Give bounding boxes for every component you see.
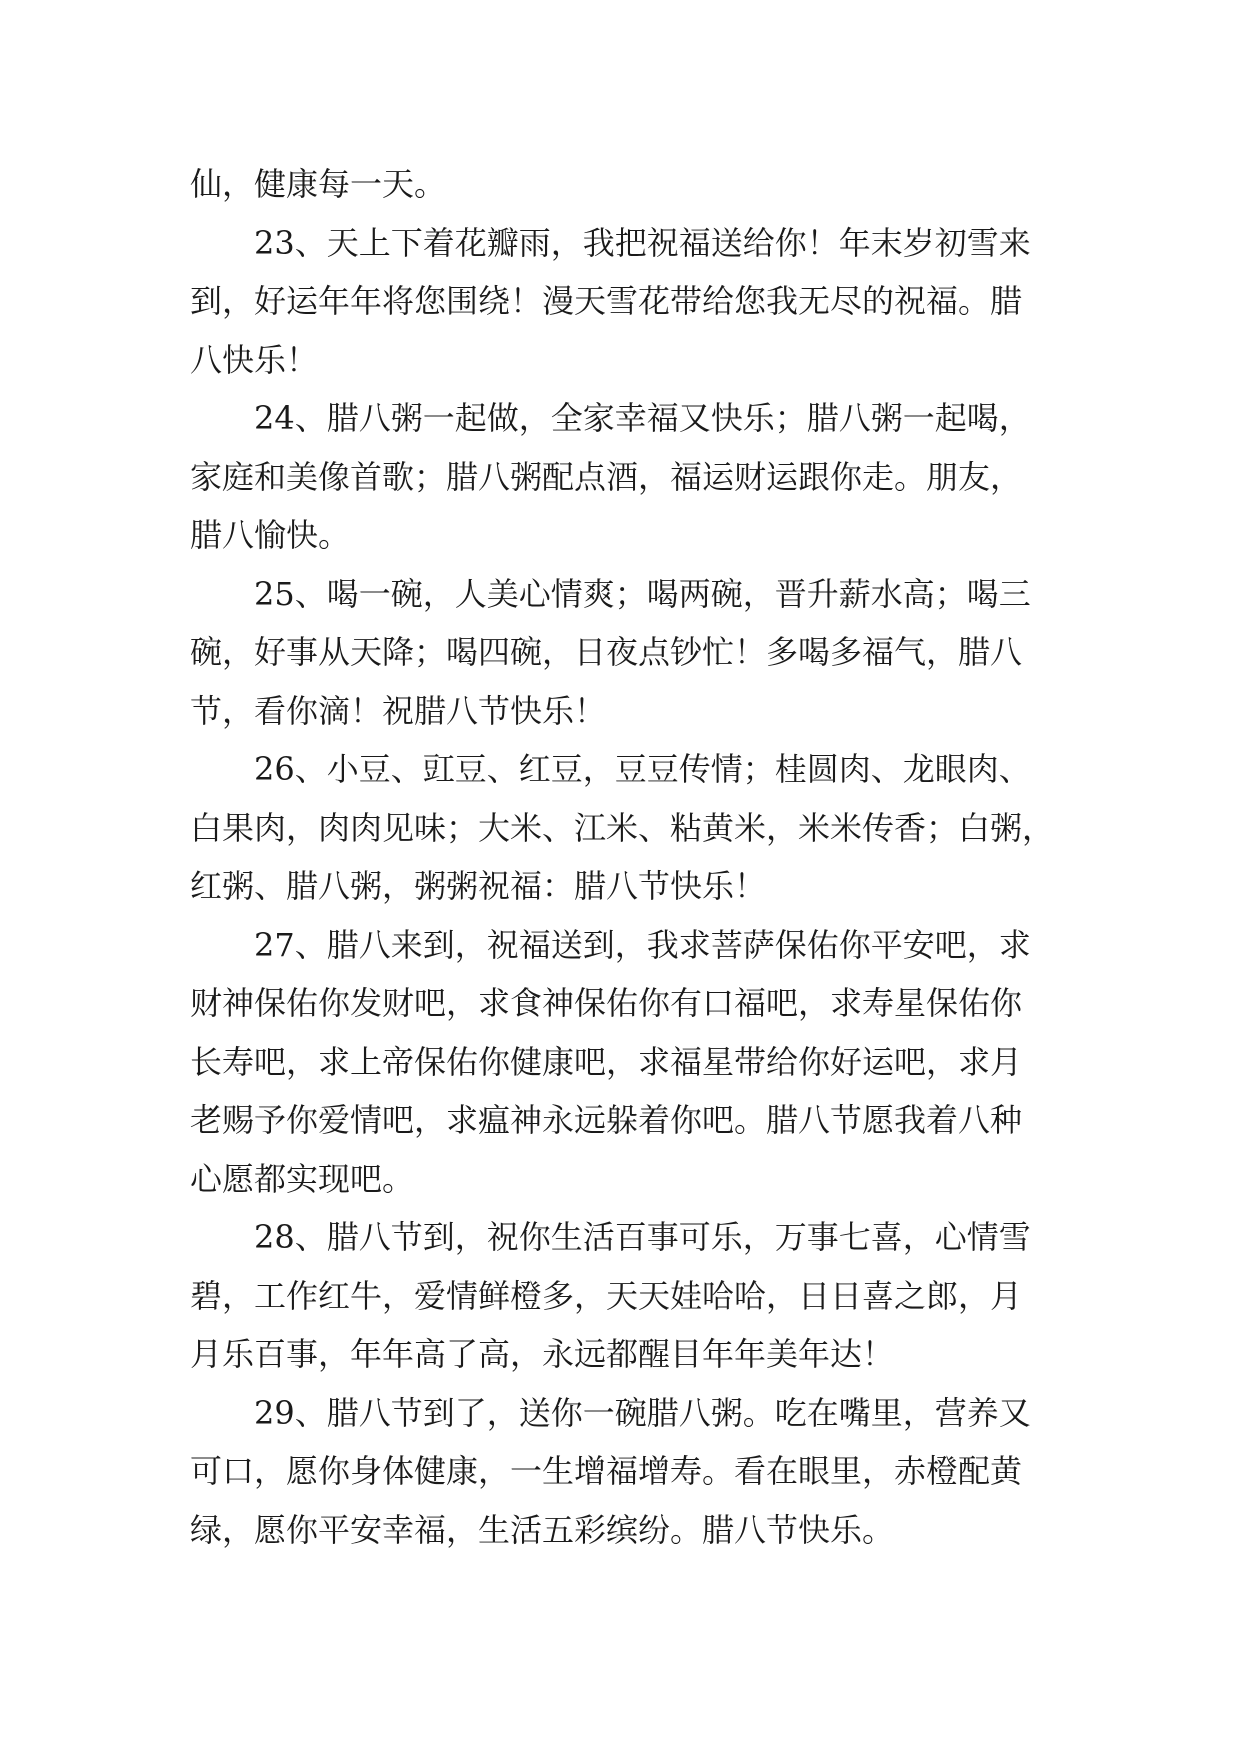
text-line: 长寿吧，求上帝保佑你健康吧，求福星带给你好运吧，求月 — [190, 1042, 1023, 1081]
text-line: 24、腊八粥一起做，全家幸福又快乐；腊八粥一起喝， — [254, 399, 1031, 437]
text-line: 25、喝一碗，人美心情爽；喝两碗，晋升薪水高；喝三 — [254, 574, 1031, 613]
text-line: 家庭和美像首歌；腊八粥配点酒，福运财运跟你走。朋友， — [190, 457, 1023, 496]
text-line: 碗，好事从天降；喝四碗，日夜点钞忙！多喝多福气，腊八 — [190, 633, 1023, 671]
text-line: 红粥、腊八粥，粥粥祝福：腊八节快乐！ — [190, 867, 767, 905]
text-line: 29、腊八节到了，送你一碗腊八粥。吃在嘴里，营养又 — [254, 1393, 1031, 1432]
text-line: 月乐百事，年年高了高，永远都醒目年年美年达！ — [190, 1335, 895, 1373]
text-line: 节，看你滴！祝腊八节快乐！ — [190, 691, 607, 730]
text-line: 碧，工作红牛，爱情鲜橙多，天天娃哈哈，日日喜之郎，月 — [190, 1276, 1023, 1315]
paragraph-continued — [190, 155, 1060, 214]
text-line: 腊八愉快。 — [190, 516, 351, 554]
text-line: 仙，健康每一天。 — [190, 165, 447, 203]
text-line: 27、腊八来到，祝福送到，我求菩萨保佑你平安吧，求 — [254, 925, 1031, 964]
paragraph-25 — [190, 565, 1060, 741]
text-line: 23、天上下着花瓣雨，我把祝福送给你！年末岁初雪来 — [254, 223, 1031, 262]
text-line: 老赐予你爱情吧，求瘟神永远躲着你吧。腊八节愿我着八种 — [190, 1101, 1023, 1139]
text-line: 26、小豆、豇豆、红豆，豆豆传情；桂圆肉、龙眼肉、 — [254, 750, 1031, 788]
text-line: 到，好运年年将您围绕！漫天雪花带给您我无尽的祝福。腊 — [190, 282, 1023, 320]
text-line: 财神保佑你发财吧，求食神保佑你有口福吧，求寿星保佑你 — [190, 984, 1023, 1022]
text-line: 绿，愿你平安幸福，生活五彩缤纷。腊八节快乐。 — [190, 1510, 895, 1549]
paragraph-29 — [190, 1384, 1060, 1560]
paragraph-23 — [190, 214, 1060, 390]
paragraph-26 — [190, 740, 1060, 916]
text-line: 心愿都实现吧。 — [190, 1159, 415, 1198]
text-line: 可口，愿你身体健康，一生增福增寿。看在眼里，赤橙配黄 — [190, 1452, 1023, 1490]
text-line: 八快乐！ — [190, 340, 319, 379]
text-line: 白果肉，肉肉见味；大米、江米、粘黄米，米米传香；白粥， — [190, 808, 1055, 847]
paragraph-28 — [190, 1208, 1060, 1384]
paragraph-24 — [190, 389, 1060, 565]
document-body — [190, 155, 1060, 1559]
paragraph-27 — [190, 916, 1060, 1209]
text-line: 28、腊八节到，祝你生活百事可乐，万事七喜，心情雪 — [254, 1218, 1031, 1256]
